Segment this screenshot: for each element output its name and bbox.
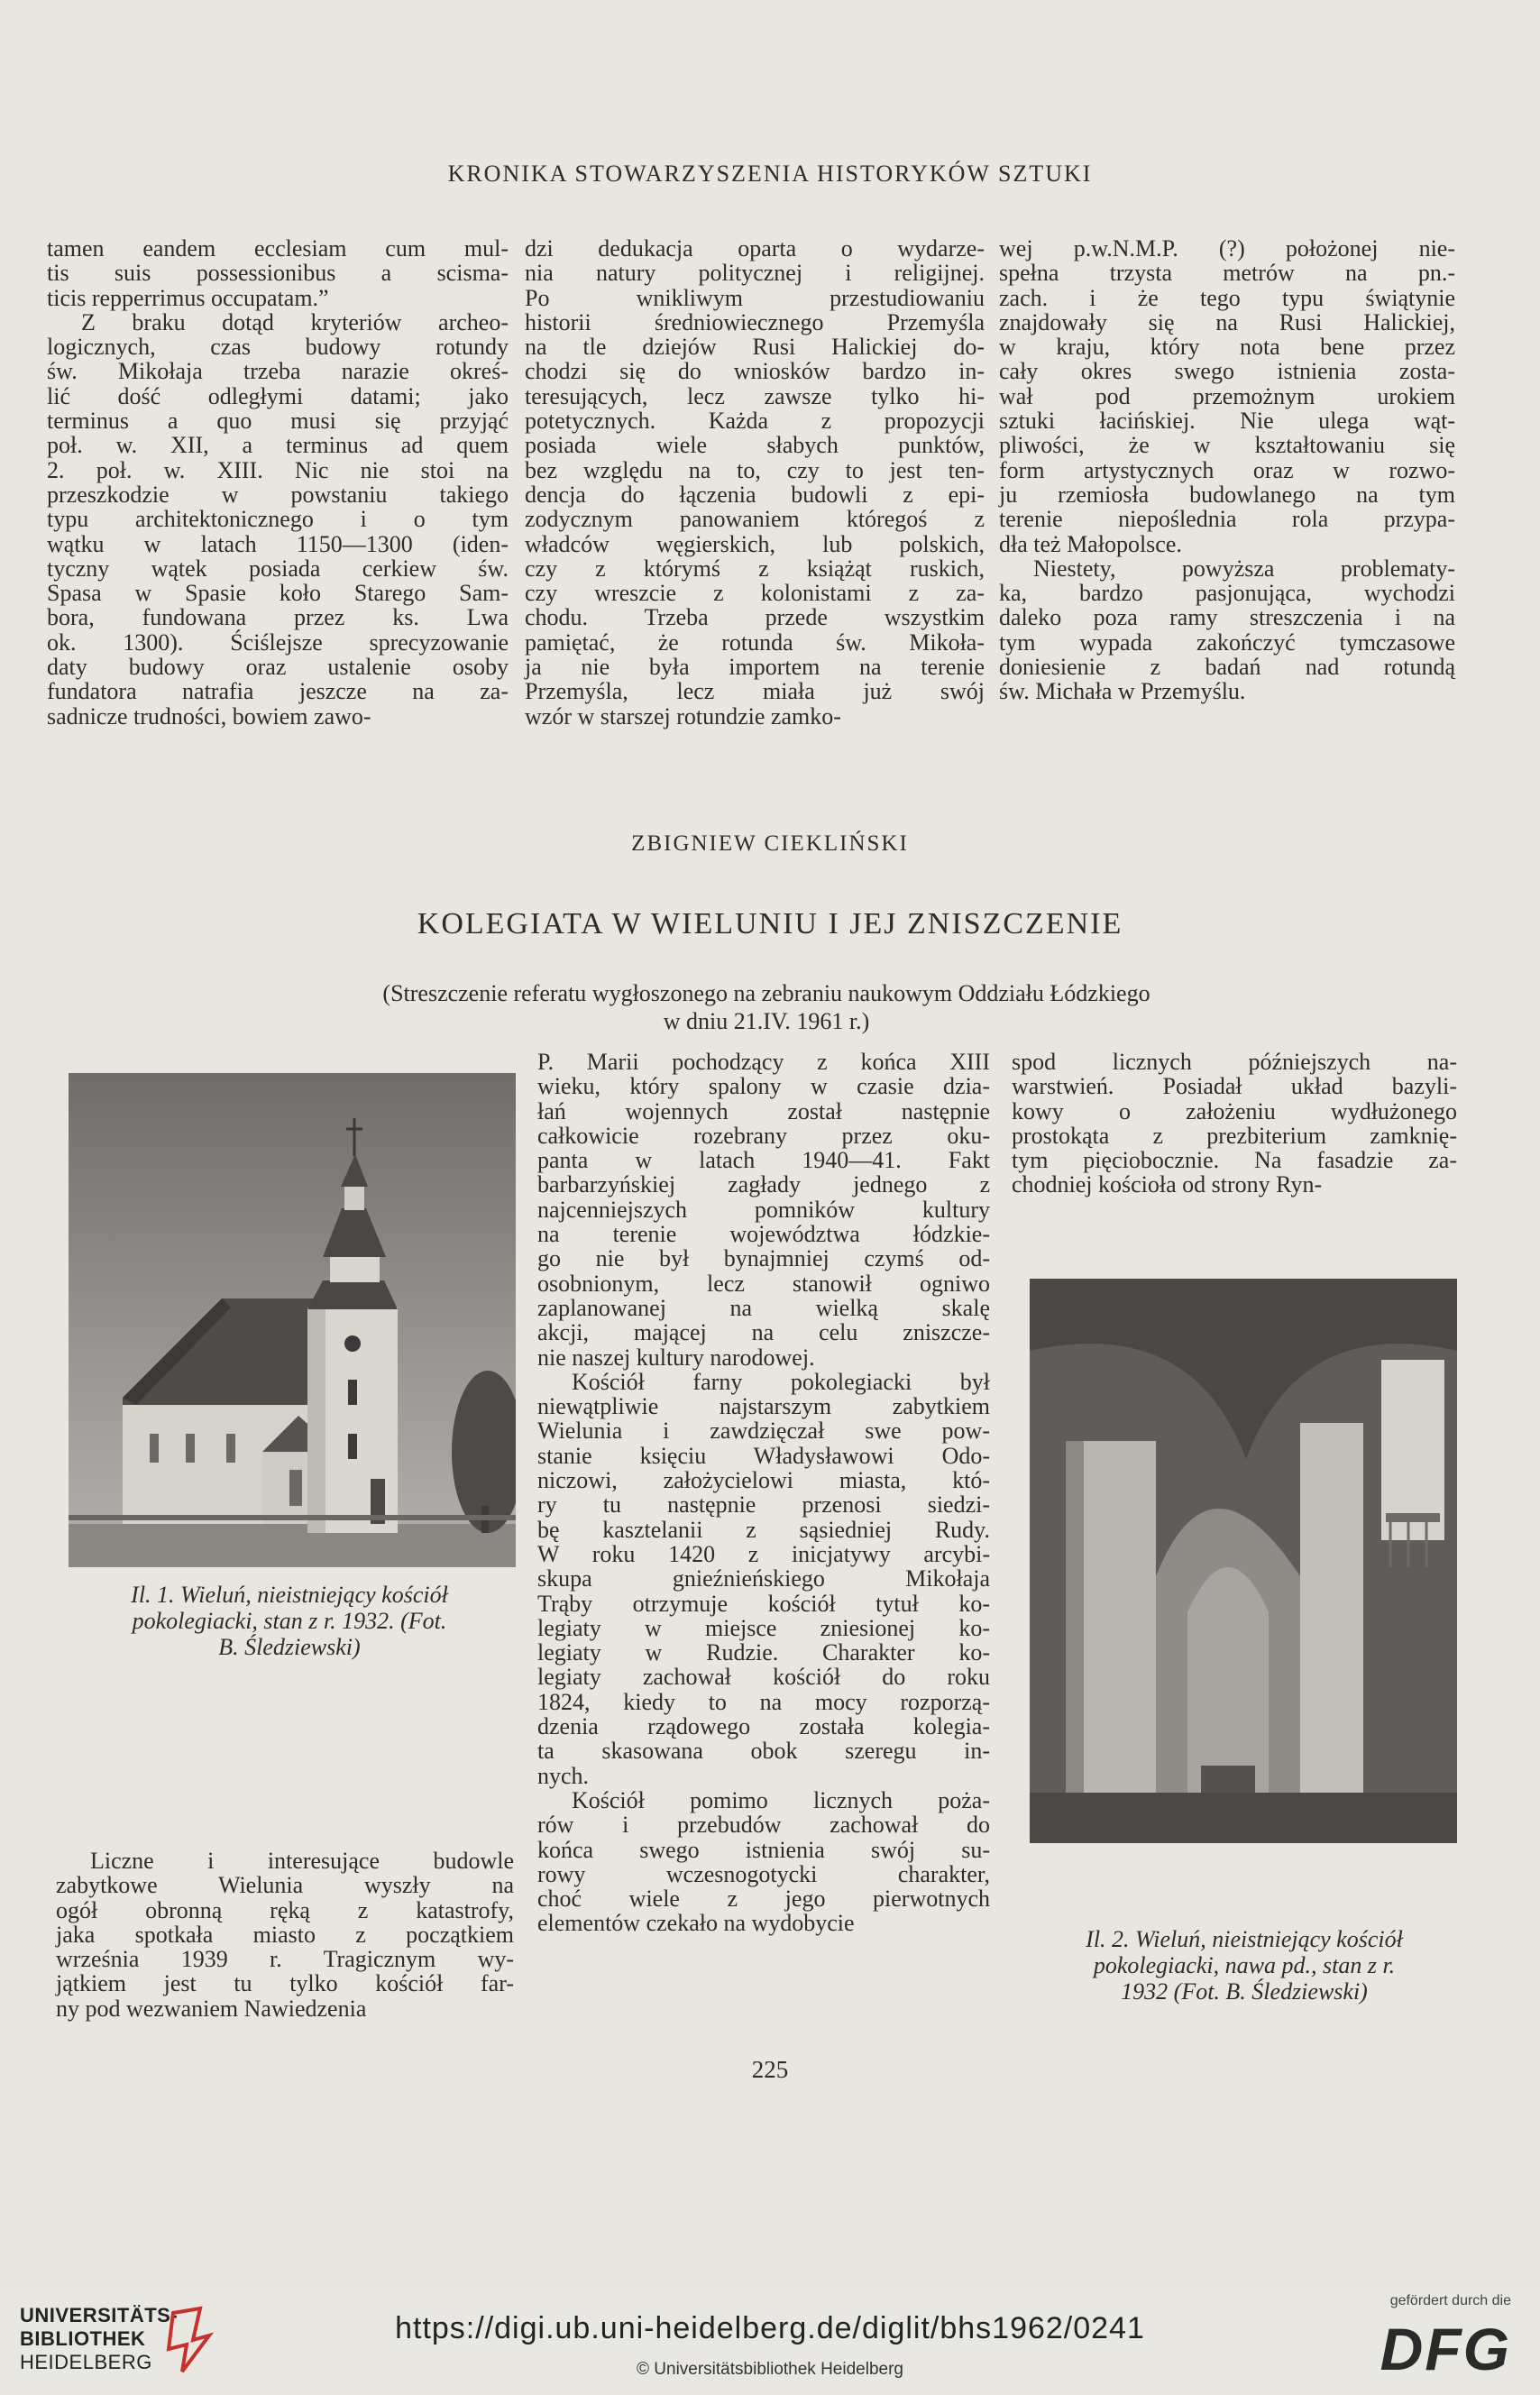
text-line: ry tu następnie przenosi siedzi- [537,1491,990,1519]
page-number: 225 [751,2056,789,2083]
library-name-line: BIBLIOTHEK [20,2327,146,2350]
text-line: pliwości, że w kształtowaniu się [999,432,1455,459]
text-line: czy wreszcie z kolonistami z za- [525,580,985,607]
text-line: na terenie województwa łódzkie- [537,1221,990,1248]
bottom-column-left [56,1849,514,2021]
document-url-link[interactable]: https://digi.ub.uni-heidelberg.de/diglit/bhs1962/0241 [395,2311,1145,2345]
paragraph [47,310,509,729]
caption-line: pokolegiacki, stan z r. 1932. (Fot. [132,1608,447,1634]
text-line: zodycznym panowaniem któregoś z [525,506,985,533]
dfg-logo[interactable]: DFG [1380,2316,1511,2382]
paragraph [999,556,1455,704]
text-line: poł. w. XII, a terminus ad quem [47,432,509,459]
text-line: wzór w starszej rotundzie zamko- [525,702,841,730]
text-line: lić dość odległymi datami; jako [47,382,509,409]
text-line: Trąby otrzymuje kościół tytuł ko- [537,1590,990,1617]
text-line: chodzi się do wniosków bardzo in- [525,358,985,385]
text-line: ticis repperrimus occupatam.” [47,284,329,311]
text-line: św. Michała w Przemyślu. [999,678,1246,705]
text-line: chodniej kościoła od strony Ryn- [1012,1171,1323,1198]
text-line: znajdowały się na Rusi Halickiej, [999,308,1455,335]
text-line: dzenia rządowego została kolegia- [537,1713,990,1740]
text-line: doniesienie z badań nad rotundą [999,654,1455,681]
text-line: nych. [537,1762,590,1789]
text-line: fundatora natrafia jeszcze na za- [47,678,509,705]
article-title: KOLEGIATA W WIELUNIU I JEJ ZNISZCZENIE [417,907,1123,941]
paragraph [537,1788,990,1936]
text-line: na tle dziejów Rusi Halickiej do- [525,334,985,361]
text-line: bę kasztelanii z sąsiedniej Rudy. [537,1516,990,1543]
top-column-middle [525,236,985,729]
caption-line: pokolegiacki, nawa pd., stan z r. [1093,1952,1396,1978]
text-line: cały okres swego istnienia zosta- [999,358,1455,385]
text-line: ok. 1300). Ściślejsze sprecyzowanie [47,629,509,656]
text-line: osobnionym, lecz stanowił ogniwo [537,1270,990,1297]
text-line: panta w latach 1940—41. Fakt [537,1147,990,1174]
paragraph [47,236,509,310]
text-line: 1824, kiedy to na mocy rozporzą- [537,1688,990,1715]
text-line: nia natury politycznej i religijnej. [525,260,985,287]
text-line: W roku 1420 z inicjatywy arcybi- [537,1540,990,1567]
text-line: przeszkodzie w powstaniu takiego [47,481,509,508]
text-line: go nie był bynajmniej czymś od- [537,1245,990,1272]
figure-1-caption [50,1582,528,1660]
text-line: barbarzyńskiej zagłady jednego z [537,1171,990,1198]
text-line: bora, fundowana przez ks. Lwa [47,604,509,631]
figure-2-caption [1010,1926,1479,2005]
text-line: Wielunia i zawdzięczał swe pow- [537,1418,990,1445]
top-column-left [47,236,509,729]
text-line: teresujących, lecz zawsze tylko hi- [525,382,985,409]
text-line: ka, bardzo pasjonująca, wychodzi [999,580,1455,607]
text-line: Po wnikliwym przestudiowaniu [525,284,985,311]
top-column-right [999,236,1455,704]
article-author: ZBIGNIEW CIEKLIŃSKI [631,831,909,856]
text-line: całkowicie rozebrany przez oku- [537,1122,990,1149]
text-line: Niestety, powyższa problematy- [1033,555,1455,582]
text-line: posiada wiele słabych punktów, [525,432,985,459]
article-subtitle [180,979,1352,1035]
text-line: Kościół farny pokolegiacki był [572,1368,990,1395]
text-line: 2. poł. w. XIII. Nic nie stoi na [47,456,509,483]
text-line: ny pod wezwaniem Nawiedzenia [56,1995,367,2022]
text-line: daty budowy oraz ustalenie osoby [47,654,509,681]
text-line: zach. i że tego typu świątynie [999,284,1455,311]
text-line: Z braku dotąd kryteriów archeo- [81,308,509,335]
text-line: zabytkowe Wielunia wyszły na [56,1872,514,1899]
church-exterior-photo [69,1073,516,1567]
text-line: logicznych, czas budowy rotundy [47,334,509,361]
viewer-footer [0,2286,1540,2395]
text-line: tym wypada zakończyć tymczasowe [999,629,1455,656]
paragraph [56,1849,514,2021]
text-line: jątkiem jest tu tylko kościół far- [56,1970,514,1997]
text-line: prostokąta z prezbiterium zamknię- [1012,1122,1457,1149]
text-line: w kraju, który nota bene przez [999,334,1455,361]
text-line: legiaty w Rudzie. Charakter ko- [537,1639,990,1666]
text-line: dła też Małopolsce. [999,530,1182,557]
paragraph [1012,1050,1457,1198]
text-line: sadnicze trudności, bowiem zawo- [47,702,371,730]
bottom-column-middle [537,1050,990,1936]
subtitle-line: w dniu 21.IV. 1961 r.) [663,1008,870,1034]
text-line: niewątpliwie najstarszym zabytkiem [537,1393,990,1420]
text-line: skupa gnieźnieńskiego Mikołaja [537,1565,990,1592]
text-line: dzi dedukacja oparta o wydarze- [525,235,985,262]
text-line: choć wiele z jego pierwotnych [537,1886,990,1913]
text-line: ta skasowana obok szeregu in- [537,1738,990,1765]
copyright-notice: © Universitätsbibliothek Heidelberg [637,2360,903,2379]
text-line: tamen eandem ecclesiam cum mul- [47,235,509,262]
library-name-line: UNIVERSITÄTS- [20,2304,179,2326]
text-line: najcenniejszych pomników kultury [537,1196,990,1223]
text-line: wej p.w.N.M.P. (?) położonej nie- [999,235,1455,262]
paragraph [999,236,1455,556]
church-interior-photo [1030,1279,1457,1843]
text-line: chodu. Trzeba przede wszystkim [525,604,985,631]
paragraph [537,1370,990,1788]
text-line: warstwień. Posiadał układ bazyli- [1012,1073,1457,1100]
paragraph [537,1050,990,1370]
sponsor-note: gefördert durch die [1389,2293,1511,2308]
caption-line: Il. 2. Wieluń, nieistniejący kościół [1086,1926,1403,1952]
text-line: terminus a quo musi się przyjąć [47,408,509,435]
text-line: jaka spotkała miasto z początkiem [56,1921,514,1948]
library-name-line: HEIDELBERG [20,2351,152,2373]
text-line: wątku w latach 1150—1300 (iden- [47,530,509,557]
text-line: P. Marii pochodzący z końca XIII [537,1049,990,1075]
text-line: niczowi, założycielowi miasta, któ- [537,1467,990,1494]
text-line: typu architektonicznego i o tym [47,506,509,533]
text-line: nie naszej kultury narodowej. [537,1344,815,1371]
bottom-column-right [1012,1050,1457,1198]
text-line: września 1939 r. Tragicznym wy- [56,1946,514,1973]
text-line: form artystycznych oraz w rozwo- [999,456,1455,483]
text-line: łań wojennych został następnie [537,1097,990,1124]
text-line: czy z którymś z książąt ruskich, [525,555,985,582]
text-line: stanie księciu Władysławowi Odo- [537,1442,990,1469]
text-line: wał pod przemożnym urokiem [999,382,1455,409]
text-line: władców węgierskich, lub polskich, [525,530,985,557]
text-line: dencja do łączenia budowli z epi- [525,481,985,508]
text-line: Spasa w Spasie koło Starego Sam- [47,580,509,607]
text-line: sztuki łacińskiej. Nie ulega wąt- [999,408,1455,435]
caption-line: 1932 (Fot. B. Śledziewski) [1121,1978,1368,2005]
text-line: elementów czekało na wydobycie [537,1910,855,1937]
caption-line: B. Śledziewski) [218,1634,361,1660]
text-line: tis suis possessionibus a scisma- [47,260,509,287]
text-line: końca swego istnienia swój su- [537,1836,990,1863]
text-line: św. Mikołaja trzeba narazie okreś- [47,358,509,385]
text-line: rów i przebudów zachował do [537,1812,990,1839]
text-line: legiaty zachował kościół do roku [537,1664,990,1691]
text-line: daleko poza ramy streszczenia i na [999,604,1455,631]
text-line: tym pięciobocznie. Na fasadzie za- [1012,1147,1457,1174]
text-line: spełna trzysta metrów na pn.- [999,260,1455,287]
text-line: terenie niepoślednia rola przypa- [999,506,1455,533]
text-line: zaplanowanej na wielką skalę [537,1294,990,1321]
text-line: akcji, mającej na celu zniszcze- [537,1319,990,1346]
text-line: tyczny wątek posiada cerkiew św. [47,555,509,582]
text-line: Przemyśla, lecz miała już swój [525,678,985,705]
caption-line: Il. 1. Wieluń, nieistniejący kościół [131,1582,448,1608]
text-line: ogół obronną ręką z katastrofy, [56,1896,514,1923]
text-line: ju rzemiosła budowlanego na tym [999,481,1455,508]
text-line: wieku, który spalony w czasie dzia- [537,1073,990,1100]
text-line: ja nie była importem na terenie [525,654,985,681]
text-line: pamiętać, że rotunda św. Mikoła- [525,629,985,656]
text-line: bez względu na to, czy to jest ten- [525,456,985,483]
text-line: historii średniowiecznego Przemyśla [525,308,985,335]
paragraph [525,236,985,729]
subtitle-line: (Streszczenie referatu wygłoszonego na zebraniu naukowym Oddziału Łódzkiego [382,980,1150,1006]
text-line: potetycznych. Każda z propozycji [525,408,985,435]
text-line: spod licznych późniejszych na- [1012,1049,1457,1075]
running-head: KRONIKA STOWARZYSZENIA HISTORYKÓW SZTUKI [447,161,1093,187]
text-line: Kościół pomimo licznych poża- [572,1786,990,1813]
text-line: Liczne i interesujące budowle [90,1848,514,1874]
text-line: rowy wczesnogotycki charakter, [537,1860,990,1887]
text-line: legiaty w miejsce zniesionej ko- [537,1614,990,1641]
text-line: kowy o założeniu wydłużonego [1012,1097,1457,1124]
